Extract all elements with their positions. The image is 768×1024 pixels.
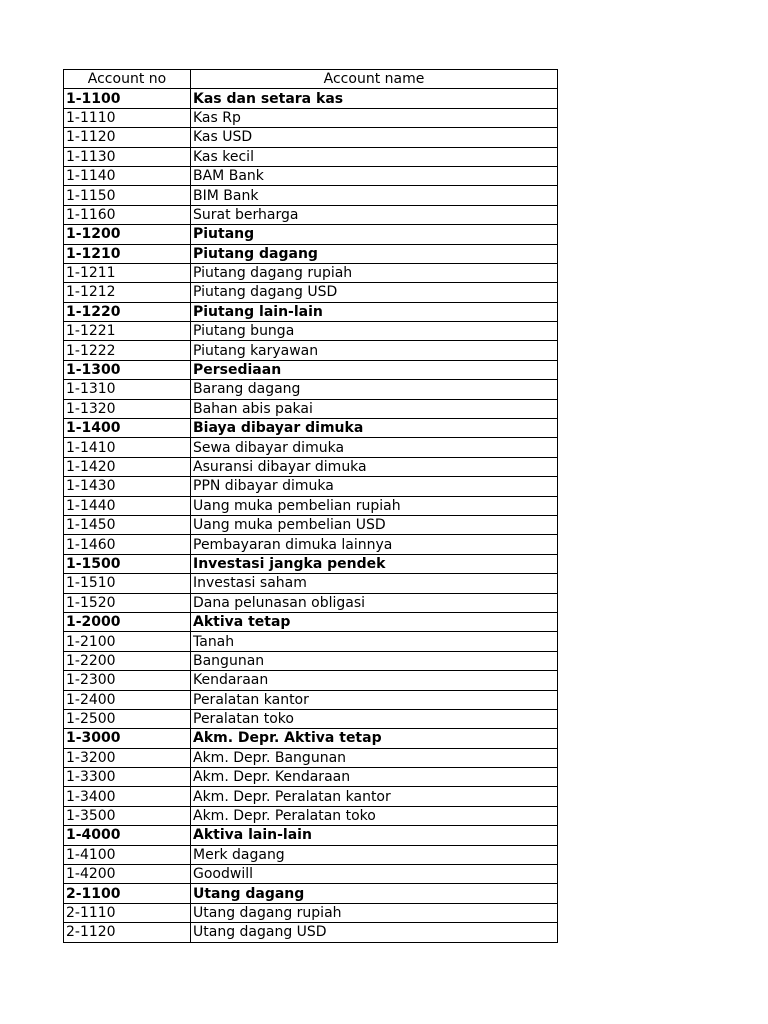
- account-no-cell: 1-1100: [64, 89, 191, 108]
- account-name-cell: Goodwill: [191, 865, 558, 884]
- table-row-group: [64, 826, 558, 845]
- table-row: [64, 166, 558, 185]
- account-no-cell: 1-1130: [64, 147, 191, 166]
- account-name-cell: Investasi saham: [191, 574, 558, 593]
- account-no-cell: 1-4100: [64, 845, 191, 864]
- account-name-cell: Aktiva tetap: [191, 612, 558, 631]
- account-no-cell: 1-1220: [64, 302, 191, 321]
- account-name-cell: Piutang karyawan: [191, 341, 558, 360]
- account-no-cell: 1-1300: [64, 360, 191, 379]
- account-name-cell: Tanah: [191, 632, 558, 651]
- account-no-cell: 1-1160: [64, 205, 191, 224]
- account-name-cell: Utang dagang rupiah: [191, 903, 558, 922]
- account-no-cell: 1-1400: [64, 419, 191, 438]
- table-row: [64, 205, 558, 224]
- account-no-cell: 1-1120: [64, 128, 191, 147]
- table-row-group: [64, 419, 558, 438]
- account-name-cell: Akm. Depr. Bangunan: [191, 748, 558, 767]
- table-row: [64, 748, 558, 767]
- account-no-cell: 1-2100: [64, 632, 191, 651]
- table-row-group: [64, 89, 558, 108]
- table-row: [64, 709, 558, 728]
- account-name-cell: Kas USD: [191, 128, 558, 147]
- table-row-group: [64, 225, 558, 244]
- table-row: [64, 515, 558, 534]
- account-no-cell: 1-1520: [64, 593, 191, 612]
- table-row-group: [64, 884, 558, 903]
- account-no-cell: 1-1430: [64, 477, 191, 496]
- account-no-cell: 1-2400: [64, 690, 191, 709]
- account-name-cell: Kas dan setara kas: [191, 89, 558, 108]
- table-row: [64, 787, 558, 806]
- account-name-cell: Akm. Depr. Peralatan kantor: [191, 787, 558, 806]
- account-no-cell: 1-1320: [64, 399, 191, 418]
- account-name-cell: Piutang bunga: [191, 322, 558, 341]
- table-row-group: [64, 244, 558, 263]
- table-row: [64, 399, 558, 418]
- account-no-cell: 1-1221: [64, 322, 191, 341]
- account-name-cell: BIM Bank: [191, 186, 558, 205]
- account-no-cell: 1-1150: [64, 186, 191, 205]
- table-row: [64, 535, 558, 554]
- account-name-cell: Barang dagang: [191, 380, 558, 399]
- table-row: [64, 186, 558, 205]
- account-no-cell: 1-1212: [64, 283, 191, 302]
- account-no-cell: 1-1211: [64, 263, 191, 282]
- account-name-cell: Investasi jangka pendek: [191, 554, 558, 573]
- account-name-cell: Bahan abis pakai: [191, 399, 558, 418]
- table-row: [64, 341, 558, 360]
- table-row: [64, 457, 558, 476]
- table-row: [64, 903, 558, 922]
- account-name-cell: Piutang dagang USD: [191, 283, 558, 302]
- account-name-cell: Piutang dagang: [191, 244, 558, 263]
- account-no-cell: 1-1210: [64, 244, 191, 263]
- account-name-cell: Piutang lain-lain: [191, 302, 558, 321]
- account-no-cell: 1-1500: [64, 554, 191, 573]
- account-name-cell: Kas kecil: [191, 147, 558, 166]
- table-row: [64, 477, 558, 496]
- account-name-cell: Akm. Depr. Peralatan toko: [191, 806, 558, 825]
- account-name-cell: Kendaraan: [191, 671, 558, 690]
- table-row: [64, 768, 558, 787]
- account-no-cell: 1-3300: [64, 768, 191, 787]
- account-no-cell: 1-1420: [64, 457, 191, 476]
- account-name-cell: Pembayaran dimuka lainnya: [191, 535, 558, 554]
- table-row: [64, 845, 558, 864]
- table-row: [64, 496, 558, 515]
- account-name-cell: Biaya dibayar dimuka: [191, 419, 558, 438]
- table-row: [64, 263, 558, 282]
- account-no-cell: 1-1222: [64, 341, 191, 360]
- table-body: [64, 89, 558, 942]
- account-no-cell: 1-1110: [64, 108, 191, 127]
- table-row: [64, 923, 558, 942]
- account-name-cell: Utang dagang USD: [191, 923, 558, 942]
- table-row: [64, 651, 558, 670]
- account-no-cell: 1-4000: [64, 826, 191, 845]
- account-no-cell: 1-1410: [64, 438, 191, 457]
- account-name-cell: Utang dagang: [191, 884, 558, 903]
- account-no-cell: 1-1450: [64, 515, 191, 534]
- table-row: [64, 574, 558, 593]
- account-no-cell: 1-1140: [64, 166, 191, 185]
- account-name-cell: Peralatan kantor: [191, 690, 558, 709]
- table-row: [64, 806, 558, 825]
- account-name-cell: Sewa dibayar dimuka: [191, 438, 558, 457]
- table-row: [64, 128, 558, 147]
- account-no-cell: 1-1460: [64, 535, 191, 554]
- account-no-cell: 1-1200: [64, 225, 191, 244]
- table-row: [64, 283, 558, 302]
- account-no-cell: 1-1310: [64, 380, 191, 399]
- account-no-cell: 2-1120: [64, 923, 191, 942]
- table-row: [64, 108, 558, 127]
- account-name-cell: Dana pelunasan obligasi: [191, 593, 558, 612]
- account-no-cell: 1-1510: [64, 574, 191, 593]
- account-no-cell: 1-3200: [64, 748, 191, 767]
- table-row: [64, 671, 558, 690]
- table-row: [64, 865, 558, 884]
- account-no-cell: 1-3400: [64, 787, 191, 806]
- account-name-cell: PPN dibayar dimuka: [191, 477, 558, 496]
- table-row-group: [64, 302, 558, 321]
- account-name-cell: Asuransi dibayar dimuka: [191, 457, 558, 476]
- account-name-cell: Persediaan: [191, 360, 558, 379]
- account-no-cell: 1-2200: [64, 651, 191, 670]
- table-header-row: [64, 70, 558, 89]
- table-row: [64, 632, 558, 651]
- account-name-cell: Akm. Depr. Aktiva tetap: [191, 729, 558, 748]
- table-row: [64, 380, 558, 399]
- table-row: [64, 322, 558, 341]
- account-no-cell: 2-1100: [64, 884, 191, 903]
- table-row: [64, 438, 558, 457]
- account-name-cell: Peralatan toko: [191, 709, 558, 728]
- account-no-cell: 1-2000: [64, 612, 191, 631]
- account-no-cell: 2-1110: [64, 903, 191, 922]
- account-no-cell: 1-1440: [64, 496, 191, 515]
- account-name-cell: Uang muka pembelian USD: [191, 515, 558, 534]
- account-name-cell: Merk dagang: [191, 845, 558, 864]
- account-name-cell: Piutang: [191, 225, 558, 244]
- table-row-group: [64, 360, 558, 379]
- account-name-cell: Akm. Depr. Kendaraan: [191, 768, 558, 787]
- header-account-name: Account name: [191, 70, 558, 89]
- table-row-group: [64, 729, 558, 748]
- table-row: [64, 593, 558, 612]
- account-no-cell: 1-3000: [64, 729, 191, 748]
- table-row-group: [64, 612, 558, 631]
- account-name-cell: BAM Bank: [191, 166, 558, 185]
- account-name-cell: Surat berharga: [191, 205, 558, 224]
- account-name-cell: Kas Rp: [191, 108, 558, 127]
- account-name-cell: Piutang dagang rupiah: [191, 263, 558, 282]
- account-name-cell: Uang muka pembelian rupiah: [191, 496, 558, 515]
- table-row: [64, 147, 558, 166]
- account-no-cell: 1-2300: [64, 671, 191, 690]
- account-table: [63, 69, 558, 943]
- header-account-no: Account no: [64, 70, 191, 89]
- account-no-cell: 1-4200: [64, 865, 191, 884]
- table-row: [64, 690, 558, 709]
- account-no-cell: 1-2500: [64, 709, 191, 728]
- table-row-group: [64, 554, 558, 573]
- account-name-cell: Bangunan: [191, 651, 558, 670]
- account-no-cell: 1-3500: [64, 806, 191, 825]
- account-name-cell: Aktiva lain-lain: [191, 826, 558, 845]
